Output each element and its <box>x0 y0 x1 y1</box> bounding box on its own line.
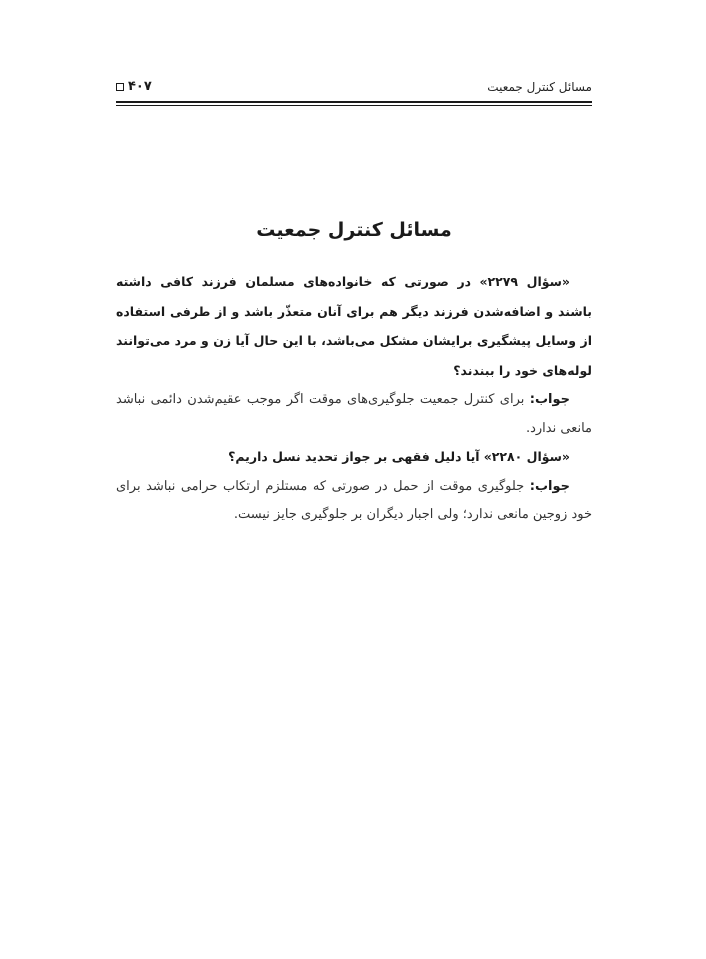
question-text: در صورتی که خانواده‌های مسلمان فرزند کافی داشته باشند و اضافه‌شدن فرزند دیگر هم برای آنان متعذّر باشد و از طرفی استفاده از وسایل پیشگیری برایشان مشکل می‌باشد، با این حال آیا زن و مرد می‌توانند لوله‌های خود را ببندند؟ <box>116 274 592 378</box>
question-paragraph <box>116 268 592 386</box>
answer-paragraph <box>116 473 592 530</box>
answer-text: برای کنترل جمعیت جلوگیری‌های موقت اگر موجب عقیم‌شدن دائمی نباشد مانعی ندارد. <box>116 392 592 436</box>
square-icon <box>116 83 124 91</box>
question-label: «سؤال ۲۲۸۰» <box>483 449 570 464</box>
page-number: ۴۰۷ <box>128 79 152 94</box>
running-header <box>116 78 592 100</box>
running-title: مسائل کنترل جمعیت <box>487 80 592 94</box>
answer-label: جواب: <box>529 478 570 494</box>
answer-label: جواب: <box>529 392 571 407</box>
answer-paragraph <box>116 386 592 443</box>
header-rule-thick <box>116 101 592 103</box>
question-paragraph <box>116 443 592 473</box>
question-label: «سؤال ۲۲۷۹» <box>479 274 570 289</box>
page-number-group <box>116 79 152 94</box>
answer-text: جلوگیری موقت از حمل در صورتی که مستلزم ارتکاب حرامی نباشد برای خود زوجین مانعی ندارد؛ ولی اجبار دیگران بر جلوگیری جایز نیست. <box>116 478 592 522</box>
question-text: آیا دلیل فقهی بر جواز تحدید نسل داریم؟ <box>228 449 480 464</box>
chapter-title: مسائل کنترل جمعیت <box>256 219 452 241</box>
page-content <box>116 214 592 530</box>
header-rule-thin <box>116 105 592 106</box>
